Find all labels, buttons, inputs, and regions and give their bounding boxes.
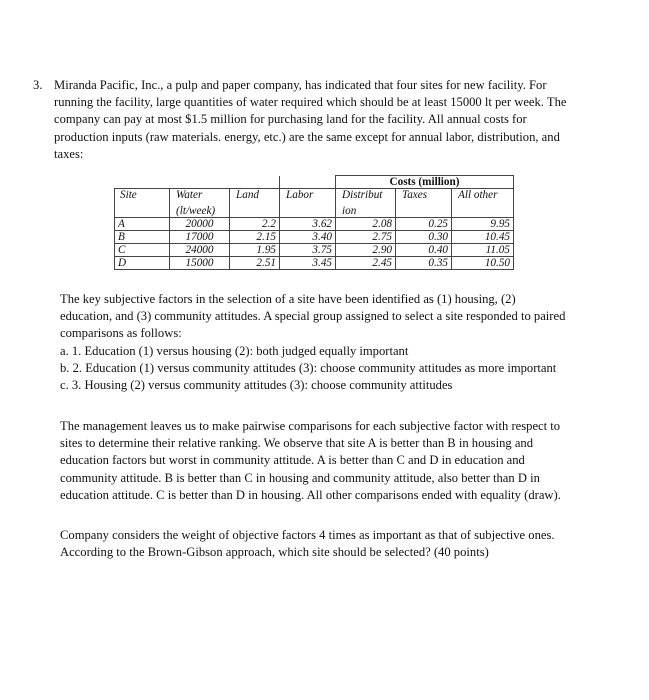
header-water-unit: (lt/week) [176, 205, 216, 217]
cell-other: 11.05 [452, 244, 514, 257]
cell-taxes: 0.40 [396, 244, 452, 257]
list-item: c. 3. Housing (2) versus community attitudes (3): choose community attitudes [60, 377, 453, 392]
cell-labor: 3.40 [280, 231, 336, 244]
cell-distribution: 2.45 [336, 257, 396, 270]
cell-labor: 3.75 [280, 244, 336, 257]
list-item: b. 2. Education (1) versus community attitudes (3): choose community attitudes as more important [60, 360, 557, 375]
question-intro [54, 77, 593, 163]
site-cost-table [114, 175, 514, 270]
paired-comparison-list [60, 343, 593, 394]
table-group-header-row [115, 176, 514, 189]
cell-site: C [115, 244, 170, 257]
cell-land: 2.2 [230, 218, 280, 231]
intro-line: taxes: [54, 146, 84, 161]
management-line: community attitude. B is better than C in housing and community attitude, also better than D in [60, 470, 540, 485]
cell-taxes: 0.30 [396, 231, 452, 244]
list-item: a. 1. Education (1) versus housing (2): both judged equally important [60, 343, 409, 358]
weighting-line: According to the Brown-Gibson approach, which site should be selected? (40 points) [60, 545, 489, 560]
table-header-row [115, 189, 514, 218]
management-line: sites to determine their relative ranking. We observe that site A is better than B in housing and [60, 436, 534, 451]
management-line: The management leaves us to make pairwise comparisons for each subjective factor with respect to [60, 419, 561, 433]
cell-site: B [115, 231, 170, 244]
cell-site: D [115, 257, 170, 270]
subjective-line: comparisons as follows: [60, 326, 182, 341]
header-water-label: Water [176, 189, 203, 201]
cell-water: 15000 [170, 257, 230, 270]
cell-other: 10.50 [452, 257, 514, 270]
table-row [115, 231, 514, 244]
cell-land: 1.95 [230, 244, 280, 257]
table-row [115, 244, 514, 257]
intro-line: company can pay at most $1.5 million for purchasing land for the facility. All annual costs for [54, 112, 527, 127]
table-row [115, 257, 514, 270]
cell-labor: 3.45 [280, 257, 336, 270]
header-distribution-line2: ion [342, 205, 357, 217]
header-labor: Labor [280, 189, 336, 218]
cell-labor: 3.62 [280, 218, 336, 231]
cell-land: 2.15 [230, 231, 280, 244]
question-number: 3. [33, 78, 43, 92]
cell-other: 9.95 [452, 218, 514, 231]
cell-taxes: 0.35 [396, 257, 452, 270]
subjective-factors-paragraph [60, 291, 593, 394]
cell-water: 24000 [170, 244, 230, 257]
management-paragraph [60, 418, 593, 504]
cell-water: 17000 [170, 231, 230, 244]
header-site: Site [115, 189, 170, 218]
weighting-line: Company considers the weight of objective factors 4 times as important as that of subjective ones. [60, 528, 555, 542]
management-line: education factors but worst in community attitude. A is better than C and D in education and [60, 453, 525, 468]
header-water [170, 189, 230, 218]
cell-water: 20000 [170, 218, 230, 231]
cell-distribution: 2.90 [336, 244, 396, 257]
intro-line: production inputs (raw materials. energy, etc.) are the same except for annual labor, distribution, and [54, 129, 560, 144]
header-all-other: All other [452, 189, 514, 218]
header-taxes: Taxes [396, 189, 452, 218]
subjective-line: education, and (3) community attitudes. A special group assigned to select a site responded to paired [60, 309, 566, 324]
costs-group-header: Costs (million) [336, 176, 514, 189]
cell-other: 10.45 [452, 231, 514, 244]
intro-line: running the facility, large quantities of water required which should be at least 15000 lt per week. The [54, 95, 567, 110]
header-land: Land [230, 189, 280, 218]
subjective-line: The key subjective factors in the selection of a site have been identified as (1) housing, (2) [60, 292, 516, 306]
header-distribution-line1: Distribut [342, 189, 383, 201]
management-line: education attitude. C is better than D in housing. All other comparisons ended with equality (draw). [60, 487, 561, 502]
table-row [115, 218, 514, 231]
intro-line: Miranda Pacific, Inc., a pulp and paper company, has indicated that four sites for new facility. For [54, 78, 547, 92]
weighting-paragraph [60, 527, 593, 561]
cell-distribution: 2.08 [336, 218, 396, 231]
cell-land: 2.51 [230, 257, 280, 270]
cell-site: A [115, 218, 170, 231]
cell-distribution: 2.75 [336, 231, 396, 244]
cell-taxes: 0.25 [396, 218, 452, 231]
header-distribution [336, 189, 396, 218]
